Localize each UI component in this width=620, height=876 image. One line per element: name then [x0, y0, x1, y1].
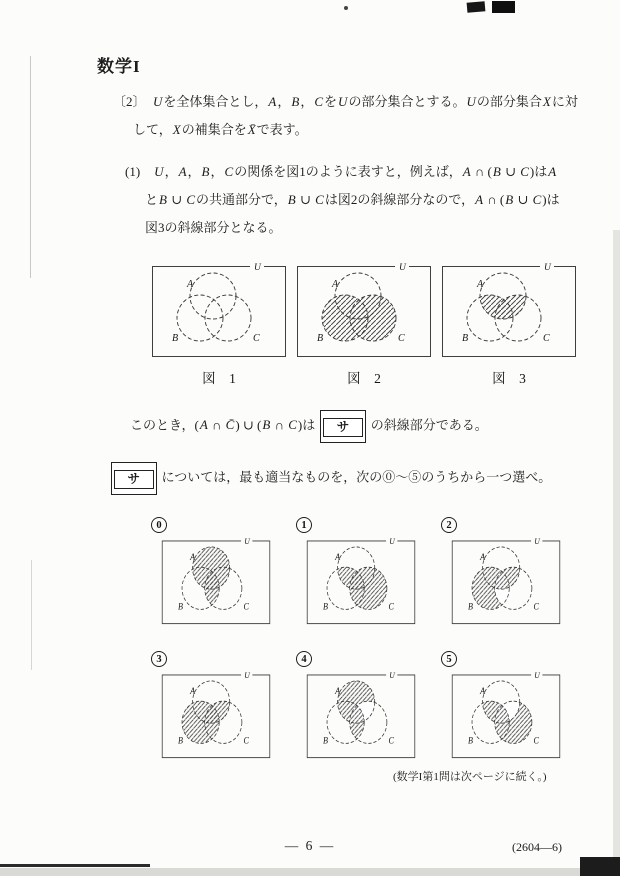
universe-label: U: [399, 263, 406, 273]
universe-label: U: [534, 536, 540, 547]
page-title: 数学I: [97, 57, 141, 76]
scan-artifact: [30, 56, 31, 278]
booklet-code: (2604—6): [512, 840, 562, 854]
option-number: 5: [441, 651, 457, 667]
universe-label: U: [244, 670, 250, 681]
math-variable: B: [287, 192, 296, 207]
math-variable: A: [178, 164, 187, 179]
math-variable: C̄: [225, 417, 235, 433]
option-5: [438, 650, 583, 784]
math-variable: X: [172, 122, 181, 137]
math-variable: B: [492, 164, 501, 179]
figure-caption: 図 2: [347, 371, 381, 386]
page-number: — 6 —: [284, 838, 336, 853]
option-4: [293, 650, 438, 784]
math-variable: C: [314, 94, 324, 109]
venn-figure-3: [441, 260, 577, 387]
problem-part1-paragraph: (1) U，A，B，Cの関係を図1のように表すと，例えば，A ∩ (B ∪ C)はA とB ∪ Cの共通部分で，B ∪ Cは図2の斜線部分なので，A ∩ (B ∪ C)は 図3の斜線部分となる。: [125, 164, 560, 235]
set-label-c: C: [398, 333, 405, 344]
math-variable: X̄: [247, 122, 256, 137]
set-label-a: A: [332, 279, 339, 290]
answer-box-label: サ: [323, 418, 364, 437]
scan-artifact: [344, 6, 348, 10]
option-0: [148, 516, 293, 650]
option-number: 4: [296, 651, 312, 667]
scan-artifact: [580, 857, 620, 876]
math-variable: U: [338, 94, 348, 109]
venn-svg: [306, 535, 416, 625]
math-variable: C: [520, 164, 529, 179]
option-3: [148, 650, 293, 784]
set-label-b: B: [462, 333, 469, 344]
set-label-c: C: [543, 333, 550, 344]
set-label-c: C: [253, 333, 260, 344]
set-label-c: C: [533, 734, 539, 746]
options-grid: [148, 516, 583, 784]
venn-svg: [441, 260, 577, 358]
math-variable: A: [475, 192, 484, 207]
venn-svg: [306, 669, 416, 759]
math-variable: A: [548, 164, 557, 179]
set-label-b: B: [467, 734, 473, 746]
figure-caption: 図 1: [202, 371, 236, 386]
set-label-b: B: [177, 600, 183, 612]
universe-label: U: [544, 263, 551, 273]
set-label-b: B: [317, 333, 324, 344]
set-label-b: B: [322, 600, 328, 612]
math-variable: C: [315, 192, 324, 207]
universe-label: U: [254, 263, 261, 273]
venn-svg: [151, 260, 287, 358]
universe-label: U: [389, 670, 395, 681]
option-2: [438, 516, 583, 650]
venn-svg: [296, 260, 432, 358]
instruction-sentence: サ については，最も適当なものを，次の⓪〜⑤のうちから一つ選べ。: [106, 462, 606, 495]
math-variable: C: [532, 192, 542, 207]
math-variable: U: [153, 94, 163, 109]
math-variable: B: [201, 164, 210, 179]
set-label-b: B: [467, 600, 473, 612]
question-sentence: このとき，(A ∩ C̄) ∪ (B ∩ C)は サ の斜線部分である。: [130, 410, 600, 443]
math-variable: B: [505, 192, 514, 207]
math-variable: B: [262, 417, 271, 433]
math-variable: C: [224, 164, 234, 179]
math-variable: A: [462, 164, 471, 179]
set-label-a: A: [190, 551, 196, 562]
set-label-c: C: [533, 600, 539, 612]
set-label-a: A: [335, 551, 341, 562]
option-1: [293, 516, 438, 650]
set-label-a: A: [190, 685, 196, 696]
option-number: 0: [151, 517, 167, 533]
answer-box: [111, 462, 157, 495]
math-variable: A: [268, 94, 277, 109]
set-label-a: A: [480, 685, 486, 696]
math-variable: X: [542, 94, 551, 109]
set-label-a: A: [335, 685, 341, 696]
option-number: 2: [441, 517, 457, 533]
set-label-b: B: [177, 734, 183, 746]
set-label-c: C: [243, 600, 249, 612]
figure-row: [151, 260, 577, 387]
option-diagram: [161, 535, 271, 625]
math-variable: U: [466, 94, 476, 109]
option-diagram: [306, 669, 416, 759]
venn-figure-1: [151, 260, 287, 387]
set-label-b: B: [172, 333, 179, 344]
option-diagram: [451, 669, 561, 759]
scan-artifact: [0, 868, 620, 876]
scan-artifact: [613, 230, 620, 876]
venn-figure-2: [296, 260, 432, 387]
math-variable: U: [154, 164, 164, 179]
math-variable: A: [199, 417, 208, 433]
set-label-c: C: [243, 734, 249, 746]
set-label-c: C: [388, 734, 394, 746]
option-number: 1: [296, 517, 312, 533]
set-label-c: C: [388, 600, 394, 612]
math-variable: B: [159, 192, 167, 207]
set-label-b: B: [322, 734, 328, 746]
set-label-a: A: [477, 279, 484, 290]
venn-svg: [451, 669, 561, 759]
scan-artifact: [467, 1, 486, 13]
option-number: 3: [151, 651, 167, 667]
continuation-note: (数学I第1問は次ページに続く。): [393, 771, 547, 783]
universe-label: U: [389, 536, 395, 547]
math-variable: C: [186, 192, 196, 207]
problem-intro-paragraph: 〔2〕 Uを全体集合とし，A，B，CをUの部分集合とする。Uの部分集合Xに対 して，Xの補集合をX̄で表す。: [113, 94, 578, 137]
option-diagram: [306, 535, 416, 625]
venn-svg: [161, 535, 271, 625]
scan-artifact: [492, 1, 515, 13]
figure-caption: 図 3: [492, 371, 526, 386]
set-label-a: A: [480, 551, 486, 562]
answer-box-label: サ: [114, 470, 155, 489]
answer-box: [320, 410, 366, 443]
scan-artifact: [0, 864, 150, 867]
math-variable: C: [288, 417, 297, 433]
option-diagram: [451, 535, 561, 625]
universe-label: U: [244, 536, 250, 547]
scan-artifact: [31, 560, 32, 670]
option-diagram: [161, 669, 271, 759]
math-variable: B: [291, 94, 300, 109]
venn-svg: [161, 669, 271, 759]
set-label-a: A: [187, 279, 194, 290]
venn-svg: [451, 535, 561, 625]
universe-label: U: [534, 670, 540, 681]
